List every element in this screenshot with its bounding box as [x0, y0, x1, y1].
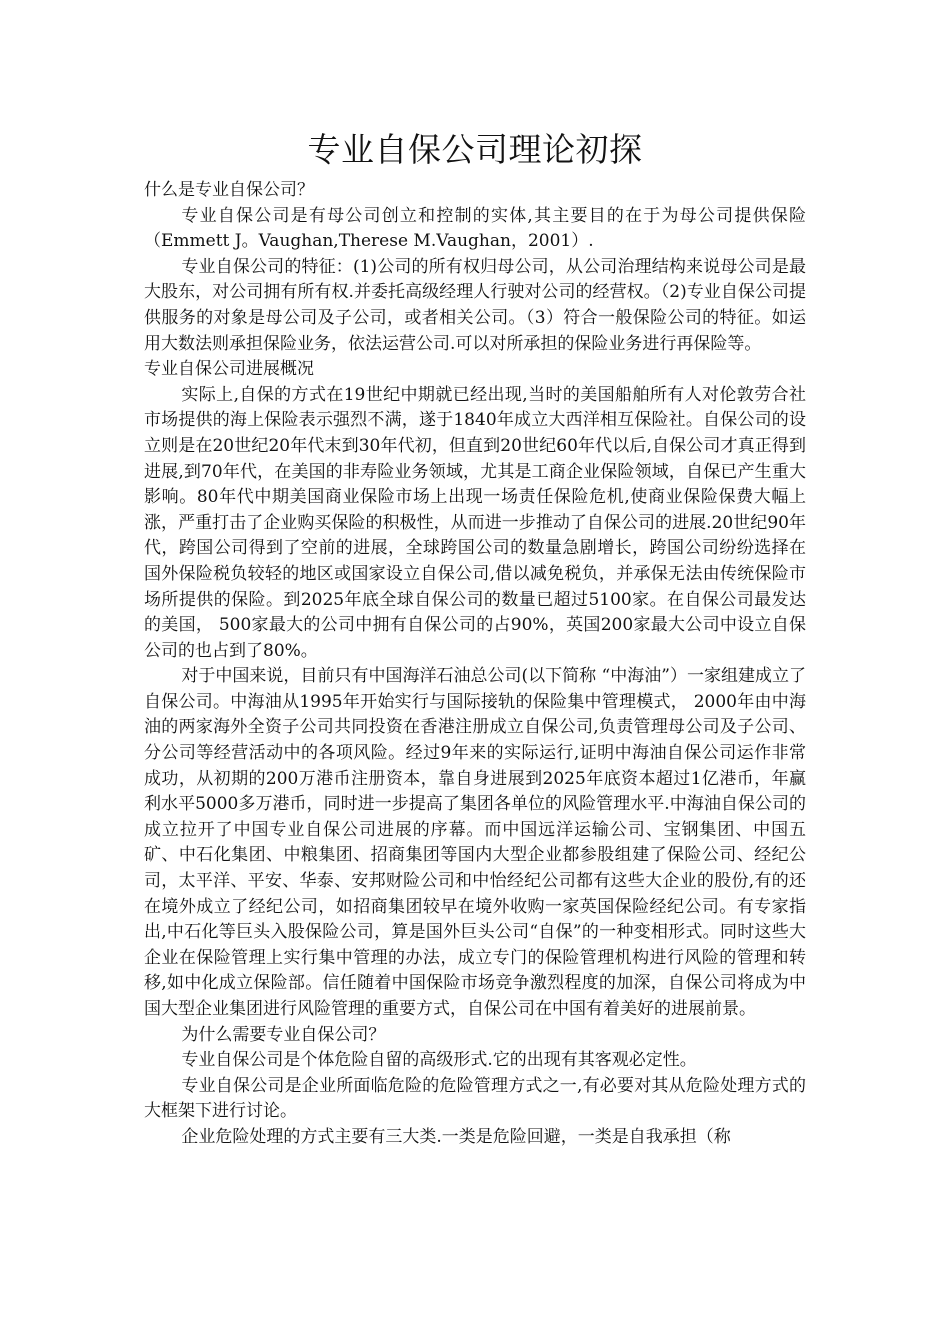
document-title: 专业自保公司理论初探 [307, 130, 643, 169]
paragraph-history: 实际上,自保的方式在19世纪中期就已经出现,当时的美国船舶所有人对伦敦劳合社市场提供的海上保险表示强烈不满，遂于1840年成立大西洋相互保险社。自保公司的设立则是在20世纪20年代末到30年代初，但直到20世纪60年代以后,自保公司才真正得到进展,到70年代，在美国的非寿险业务领域，尤其是工商企业保险领域，自保已产生重大影响。80年代中期美国商业保险市场上出现一场责任保险危机,使商业保险保费大幅上涨，严重打击了企业购买保险的积极性，从而进一步推动了自保公司的进展.20世纪90年代，跨国公司得到了空前的进展，全球跨国公司的数量急剧增长，跨国公司纷纷选择在国外保险税负较轻的地区或国家设立自保公司,借以减免税负，并承保无法由传统保险市场所提供的保险。到2025年底全球自保公司的数量已超过5100家。在自保公司最发达的美国， 500家最大的公司中拥有自保公司的占90%，英国200家最大公司中设立自保公司的也占到了80%。 [144, 384, 806, 661]
paragraph-risk-methods: 企业危险处理的方式主要有三大类.一类是危险回避，一类是自我承担（称 [181, 1126, 731, 1147]
section-heading-development: 专业自保公司进展概况 [144, 359, 314, 380]
paragraph-features: 专业自保公司的特征：(1)公司的所有权归母公司，从公司治理结构来说母公司是最大股东，对公司拥有所有权.并委托高级经理人行驶对公司的经营权。（2)专业自保公司提供服务的对象是母公司及子公司，或者相关公司。（3）符合一般保险公司的特征。如运用大数法则承担保险业务，依法运营公司.可以对所承担的保险业务进行再保险等。 [144, 256, 806, 354]
document-body [144, 128, 806, 1151]
section-heading-what-is: 什么是专业自保公司？ [144, 180, 314, 200]
paragraph-why-needed-heading: 为什么需要专业自保公司？ [181, 1024, 386, 1045]
paragraph-risk-management: 专业自保公司是企业所面临危险的危险管理方式之一,有必要对其从危险处理方式的大框架下进行讨论。 [144, 1075, 806, 1122]
paragraph-china: 对于中国来说，目前只有中国海洋石油总公司(以下简称 “中海油”）一家组建成立了自保公司。中海油从1995年开始实行与国际接轨的保险集中管理模式， 2000年由中海油的两家海外全资子公司共同投资在香港注册成立自保公司,负责管理母公司及子公司、分公司等经营活动中的各项风险。经过9年来的实际运行,证明中海油自保公司运作非常成功，从初期的200万港币注册资本，靠自身进展到2025年底资本超过1亿港币，年赢利水平5000多万港币，同时进一步提高了集团各单位的风险管理水平.中海油自保公司的成立拉开了中国专业自保公司进展的序幕。而中国远洋运输公司、宝钢集团、中国五矿、中石化集团、中粮集团、招商集团等国内大型企业都参股组建了保险公司、经纪公司，太平洋、平安、华泰、安邦财险公司和中怡经纪公司都有这些大企业的股份,有的还在境外成立了经纪公司，如招商集团较早在境外收购一家英国保险经纪公司。有专家指出,中石化等巨头入股保险公司，算是国外巨头公司“自保”的一种变相形式。同时这些大企业在保险管理上实行集中管理的办法，成立专门的保险管理机构进行风险的管理和转移,如中化成立保险部。信任随着中国保险市场竞争激烈程度的加深，自保公司将成为中国大型企业集团进行风险管理的重要方式，自保公司在中国有着美好的进展前景。 [144, 666, 806, 1019]
paragraph-risk-retention: 专业自保公司是个体危险自留的高级形式.它的出现有其客观必定性。 [181, 1050, 697, 1071]
paragraph-definition: 专业自保公司是有母公司创立和控制的实体,其主要目的在于为母公司提供保险（Emmett J。Vaughan,Therese M.Vaughan，2001）. [144, 205, 806, 252]
